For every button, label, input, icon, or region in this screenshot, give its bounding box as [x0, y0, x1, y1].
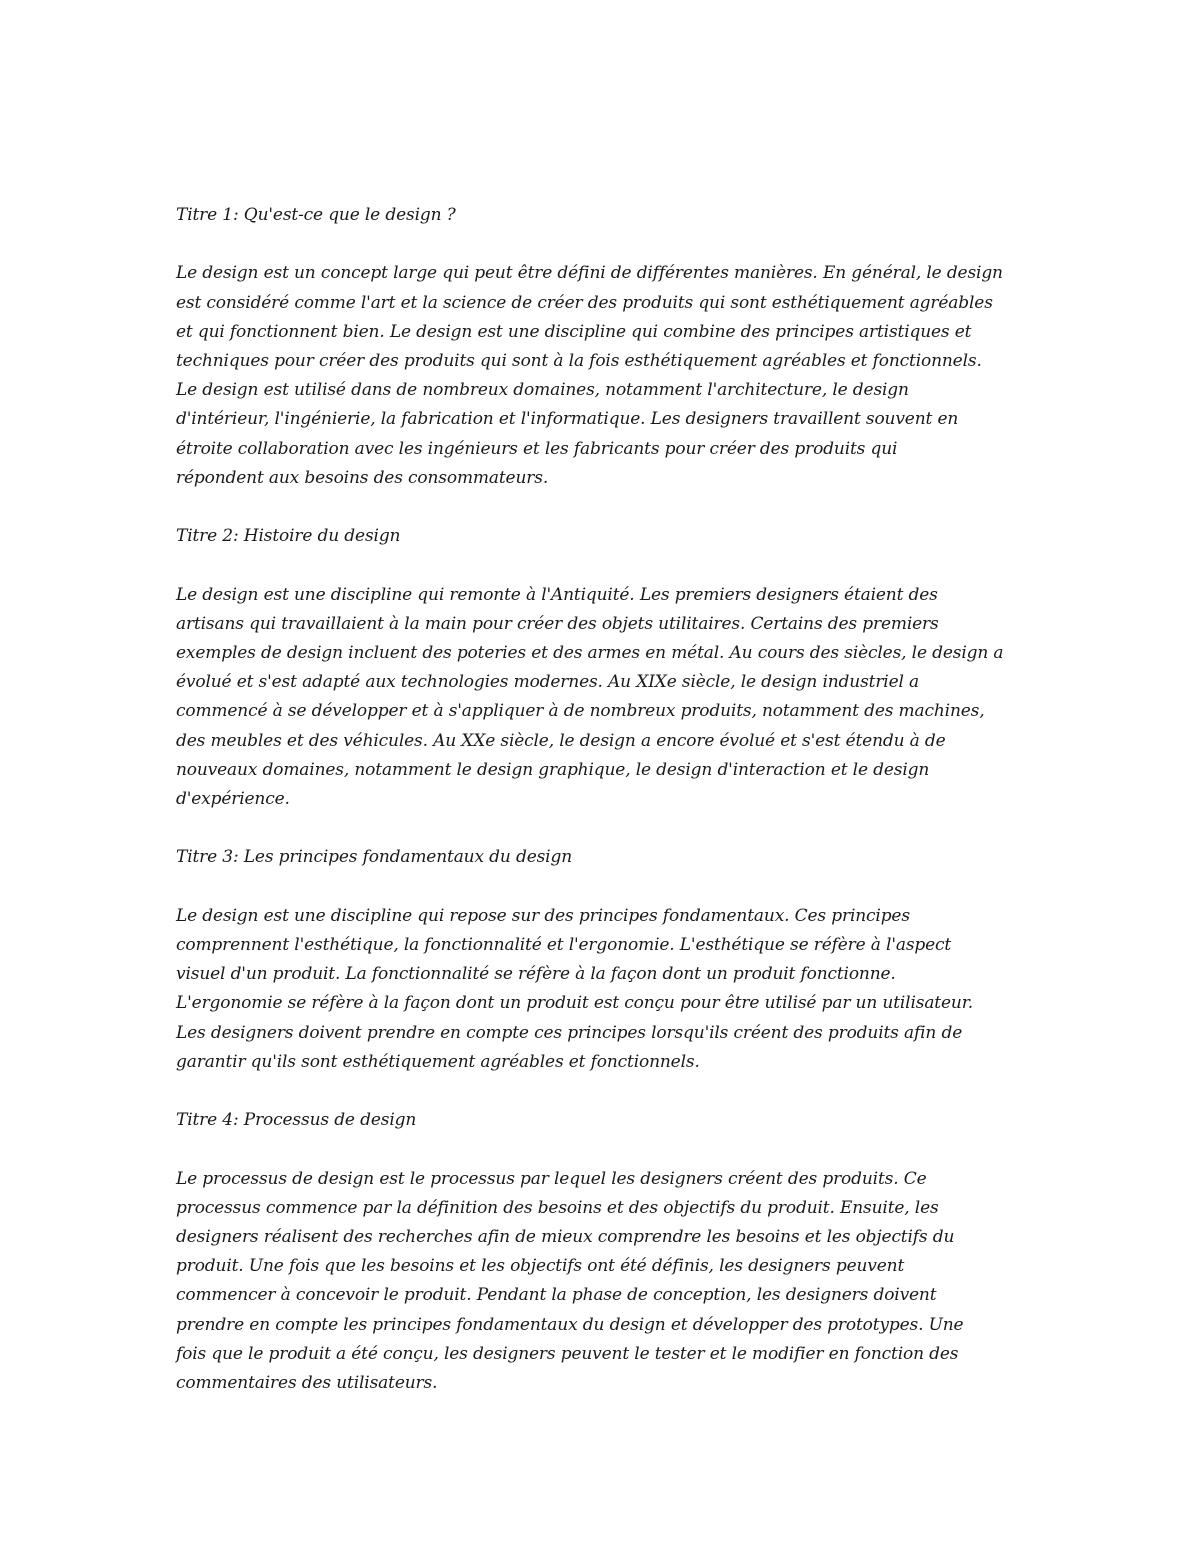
- paragraph-line: comprennent l'esthétique, la fonctionnalité et l'ergonomie. L'esthétique se réfère à l'aspect: [176, 935, 952, 955]
- section-paragraph-4: [176, 1165, 1028, 1399]
- section-paragraph-3: [176, 902, 1028, 1077]
- paragraph-line: prendre en compte les principes fondamentaux du design et développer des prototypes. Une: [176, 1314, 964, 1335]
- document-body: [176, 201, 1028, 1427]
- paragraph-line: Le design est un concept large qui peut être défini de différentes manières. En général, le design: [176, 263, 1003, 284]
- paragraph-line: Le design est une discipline qui remonte à l'Antiquité. Les premiers designers étaient des: [176, 584, 938, 605]
- paragraph-line: techniques pour créer des produits qui sont à la fois esthétiquement agréables et fonctionnels.: [176, 351, 982, 371]
- paragraph-line: processus commence par la définition des besoins et des objectifs du produit. Ensuite, les: [176, 1197, 939, 1218]
- section-heading-text: Titre 4: Processus de design: [176, 1110, 417, 1131]
- section-heading-2: [176, 522, 1028, 551]
- section-heading-4: [176, 1106, 1028, 1135]
- section-heading-text: Titre 3: Les principes fondamentaux du design: [176, 847, 572, 868]
- paragraph-line: des meubles et des véhicules. Au XXe siècle, le design a encore évolué et s'est étendu à de: [176, 730, 946, 751]
- paragraph-line: visuel d'un produit. La fonctionnalité se réfère à la façon dont un produit fonctionne.: [176, 964, 896, 985]
- section-paragraph-2: [176, 581, 1028, 815]
- section-heading-1: [176, 201, 1028, 230]
- paragraph-line: Le design est utilisé dans de nombreux domaines, notamment l'architecture, le design: [176, 380, 909, 401]
- paragraph-line: et qui fonctionnent bien. Le design est une discipline qui combine des principes artistiques et: [176, 321, 972, 342]
- section-paragraph-1: [176, 259, 1028, 493]
- paragraph-line: commencé à se développer et à s'appliquer à de nombreux produits, notamment des machines,: [176, 701, 985, 722]
- paragraph-line: commentaires des utilisateurs.: [176, 1373, 438, 1394]
- paragraph-line: garantir qu'ils sont esthétiquement agréables et fonctionnels.: [176, 1051, 700, 1072]
- paragraph-line: d'intérieur, l'ingénierie, la fabrication et l'informatique. Les designers travaillent souvent en: [176, 409, 959, 430]
- paragraph-line: designers réalisent des recherches afin de mieux comprendre les besoins et les objectifs du: [176, 1227, 955, 1247]
- paragraph-line: exemples de design incluent des poteries et des armes en métal. Au cours des siècles, le design a: [176, 643, 1004, 663]
- paragraph-line: Les designers doivent prendre en compte ces principes lorsqu'ils créent des produits afin de: [176, 1022, 963, 1043]
- paragraph-line: d'expérience.: [176, 789, 290, 810]
- paragraph-line: nouveaux domaines, notamment le design graphique, le design d'interaction et le design: [176, 759, 930, 780]
- paragraph-line: produit. Une fois que les besoins et les objectifs ont été définis, les designers peuvent: [176, 1256, 905, 1277]
- paragraph-line: fois que le produit a été conçu, les designers peuvent le tester et le modifier en fonction des: [176, 1343, 959, 1364]
- paragraph-line: évolué et s'est adapté aux technologies modernes. Au XIXe siècle, le design industriel a: [176, 672, 920, 693]
- paragraph-line: artisans qui travaillaient à la main pour créer des objets utilitaires. Certains des premiers: [176, 613, 939, 634]
- paragraph-line: répondent aux besoins des consommateurs.: [176, 467, 549, 488]
- paragraph-line: Le processus de design est le processus par lequel les designers créent des produits. Ce: [176, 1168, 927, 1189]
- section-heading-3: [176, 843, 1028, 872]
- paragraph-line: Le design est une discipline qui repose sur des principes fondamentaux. Ces principes: [176, 905, 910, 926]
- section-heading-text: Titre 2: Histoire du design: [176, 526, 401, 547]
- paragraph-line: étroite collaboration avec les ingénieurs et les fabricants pour créer des produits qui: [176, 438, 898, 459]
- paragraph-line: commencer à concevoir le produit. Pendant la phase de conception, les designers doivent: [176, 1285, 937, 1306]
- section-heading-text: Titre 1: Qu'est-ce que le design ?: [176, 205, 456, 225]
- paragraph-line: L'ergonomie se réfère à la façon dont un produit est conçu pour être utilisé par un utilisateur.: [176, 993, 974, 1014]
- paragraph-line: est considéré comme l'art et la science de créer des produits qui sont esthétiquement agréables: [176, 292, 993, 313]
